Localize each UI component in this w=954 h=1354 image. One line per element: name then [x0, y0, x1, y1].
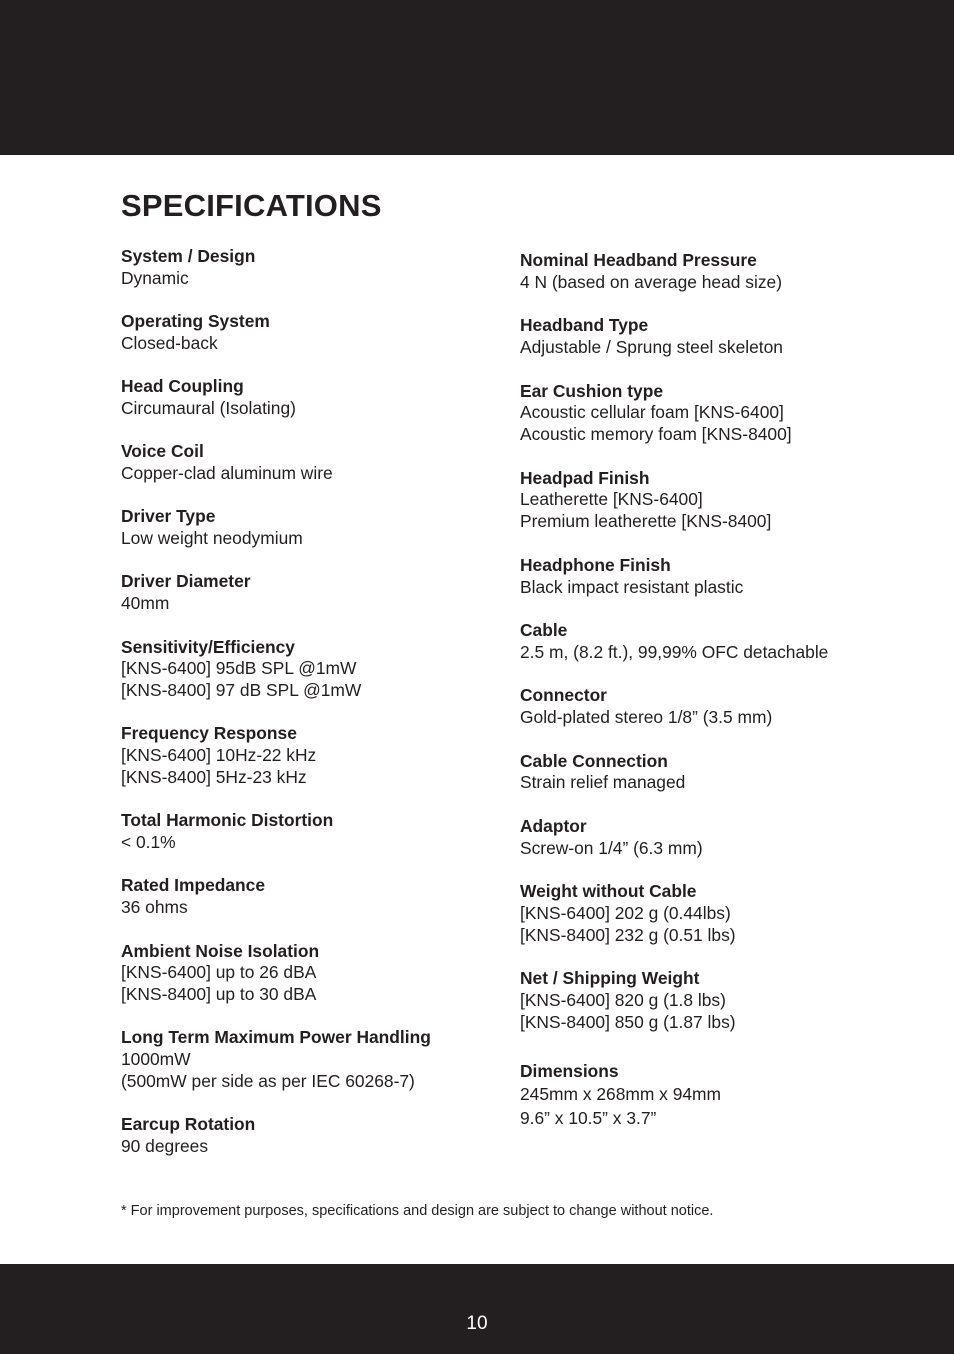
- spec-label: Operating System: [121, 311, 270, 332]
- spec-item: [520, 468, 940, 533]
- spec-label: Driver Type: [121, 506, 216, 527]
- spec-label: Dimensions: [520, 1060, 619, 1081]
- spec-label: Connector: [520, 685, 607, 706]
- spec-item: [121, 376, 541, 420]
- spec-label: Ambient Noise Isolation: [121, 940, 320, 961]
- spec-label: Nominal Headband Pressure: [520, 250, 757, 270]
- spec-value: Acoustic cellular foam [KNS-6400] Acoustic memory foam [KNS-8400]: [520, 402, 792, 445]
- spec-label: Head Coupling: [121, 376, 244, 397]
- spec-label: Ear Cushion type: [520, 380, 664, 401]
- spec-label: Total Harmonic Distortion: [121, 810, 334, 831]
- spec-item: [121, 875, 541, 919]
- spec-item: [520, 816, 940, 860]
- spec-value: [KNS-6400] up to 26 dBA [KNS-8400] up to 30 dBA: [121, 962, 317, 1005]
- spec-label: Sensitivity/Efficiency: [121, 636, 295, 657]
- spec-item: [121, 441, 541, 485]
- spec-value: Black impact resistant plastic: [520, 576, 744, 597]
- spec-label: Headpad Finish: [520, 467, 650, 488]
- spec-value: 90 degrees: [121, 1136, 209, 1157]
- footnote: * For improvement purposes, specifications and design are subject to change without notice.: [121, 1203, 714, 1219]
- spec-value: [KNS-6400] 820 g (1.8 lbs) [KNS-8400] 850 g (1.87 lbs): [520, 990, 736, 1032]
- spec-item: [520, 315, 940, 359]
- spec-item: [520, 881, 940, 946]
- footer-band: [0, 1264, 954, 1354]
- spec-item: [520, 685, 940, 729]
- page-title: SPECIFICATIONS: [121, 188, 382, 223]
- spec-value: Leatherette [KNS-6400] Premium leatherette [KNS-8400]: [520, 489, 772, 532]
- spec-value: 36 ohms: [121, 897, 188, 918]
- spec-value: Strain relief managed: [520, 772, 686, 793]
- spec-value: 4 N (based on average head size): [520, 271, 782, 292]
- spec-item: [520, 381, 940, 446]
- spec-item: [520, 968, 940, 1033]
- spec-value: Gold-plated stereo 1/8” (3.5 mm): [520, 707, 773, 728]
- spec-value: Closed-back: [121, 332, 218, 353]
- spec-item: [121, 1027, 541, 1092]
- spec-item: [121, 637, 541, 702]
- spec-item: [520, 250, 940, 294]
- spec-label: Cable: [520, 620, 568, 640]
- spec-value: 2.5 m, (8.2 ft.), 99,99% OFC detachable: [520, 641, 829, 662]
- page-number: 10: [466, 1313, 488, 1334]
- spec-column-right: [520, 250, 940, 1152]
- spec-label: Net / Shipping Weight: [520, 968, 700, 989]
- spec-label: Voice Coil: [121, 441, 204, 462]
- spec-value: 40mm: [121, 593, 170, 614]
- spec-value: Circumaural (Isolating): [121, 397, 296, 418]
- spec-item: [121, 506, 541, 550]
- spec-value: [KNS-6400] 202 g (0.44lbs) [KNS-8400] 232 g (0.51 lbs): [520, 902, 736, 945]
- spec-label: Frequency Response: [121, 723, 297, 744]
- spec-label: Driver Diameter: [121, 571, 251, 592]
- spec-item: [121, 571, 541, 615]
- spec-item: [520, 751, 940, 795]
- spec-label: Cable Connection: [520, 750, 668, 771]
- spec-value: Low weight neodymium: [121, 528, 303, 549]
- spec-value: 1000mW (500mW per side as per IEC 60268-7): [121, 1049, 415, 1092]
- spec-label: Adaptor: [520, 815, 587, 836]
- spec-item: [520, 1061, 940, 1131]
- spec-value: < 0.1%: [121, 832, 176, 853]
- spec-item: [121, 1114, 541, 1158]
- spec-value: Copper-clad aluminum wire: [121, 463, 333, 484]
- spec-label: Long Term Maximum Power Handling: [121, 1027, 431, 1048]
- spec-column-left: [121, 246, 541, 1179]
- spec-item: [121, 941, 541, 1006]
- spec-item: [121, 810, 541, 854]
- spec-label: System / Design: [121, 246, 256, 266]
- spec-value: Dynamic: [121, 267, 189, 288]
- spec-label: Earcup Rotation: [121, 1114, 256, 1135]
- spec-label: Headphone Finish: [520, 554, 671, 575]
- spec-value: 245mm x 268mm x 94mm 9.6” x 10.5” x 3.7”: [520, 1084, 722, 1129]
- spec-value: Adjustable / Sprung steel skeleton: [520, 337, 783, 358]
- spec-label: Rated Impedance: [121, 875, 265, 896]
- spec-item: [121, 246, 541, 290]
- spec-value: [KNS-6400] 10Hz-22 kHz [KNS-8400] 5Hz-23 kHz: [121, 745, 317, 788]
- spec-item: [520, 620, 940, 664]
- spec-label: Weight without Cable: [520, 881, 697, 902]
- header-band: [0, 0, 954, 155]
- spec-label: Headband Type: [520, 315, 649, 336]
- spec-item: [520, 555, 940, 599]
- spec-item: [121, 311, 541, 355]
- spec-value: [KNS-6400] 95dB SPL @1mW [KNS-8400] 97 dB SPL @1mW: [121, 658, 362, 701]
- spec-value: Screw-on 1/4” (6.3 mm): [520, 837, 703, 858]
- spec-item: [121, 723, 541, 788]
